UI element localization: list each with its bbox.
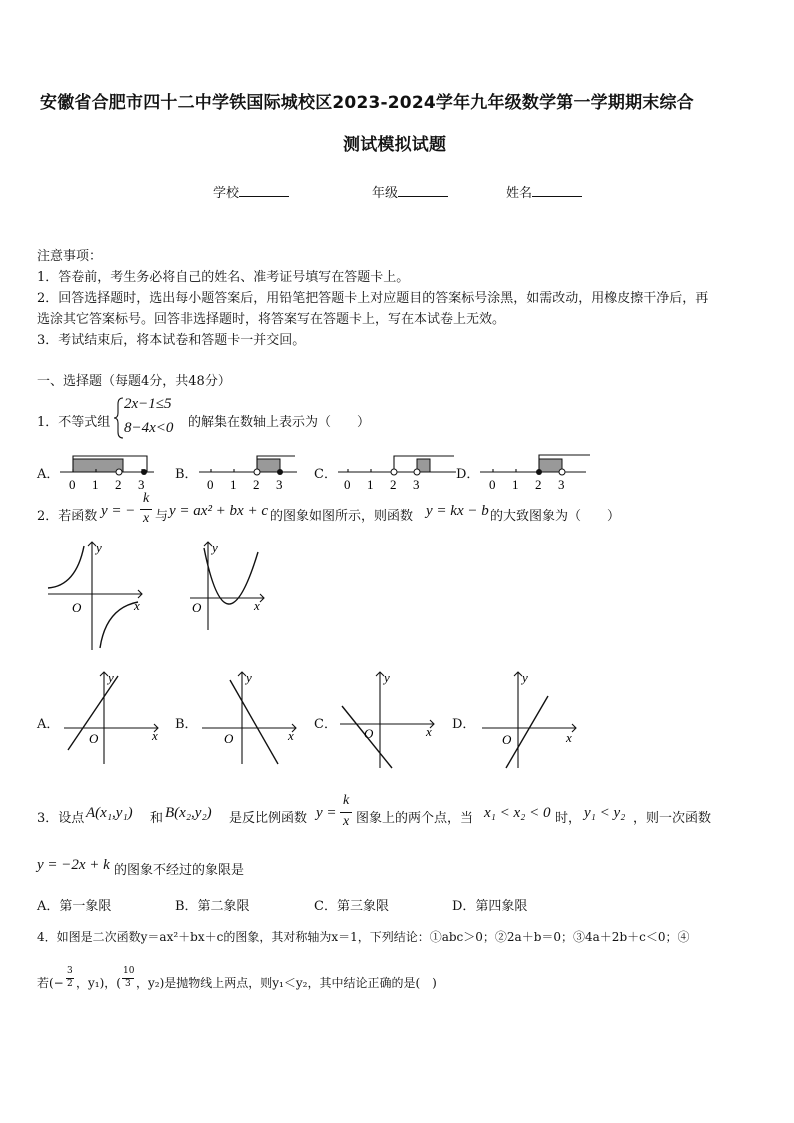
q2-g1-axis-x: x [134, 598, 140, 613]
q1-numberline-c [336, 452, 458, 494]
q2-g1-axis-y: y [96, 540, 102, 555]
q1-d-tick-1: 1 [512, 477, 519, 492]
q2-option-b[interactable]: B． [175, 717, 198, 732]
q1-inequality-1: 2x−1≤5 [124, 396, 172, 412]
q2-hyperbola-graph [44, 538, 148, 654]
q1-b-shade [257, 459, 280, 472]
q1-d-shade [539, 459, 562, 472]
q1-a-tick-0: 0 [69, 477, 76, 492]
q1-b-tick-1: 1 [230, 477, 237, 492]
q2-b-line [230, 680, 278, 764]
grade-blank[interactable] [398, 184, 448, 197]
q3-option-a[interactable]: A．第一象限 [37, 899, 112, 914]
q2-graph-a [60, 668, 164, 768]
q1-a-shade [73, 459, 123, 472]
q2-func-1-lhs: y = − [101, 503, 136, 519]
school-blank[interactable] [239, 184, 289, 197]
q1-option-b[interactable]: B． [175, 467, 198, 482]
q3-mid-3: 时， [555, 811, 582, 826]
q2-mid: 与 [155, 509, 169, 524]
q1-c-tick-3: 3 [413, 477, 420, 492]
q3-func-fraction-bar [340, 812, 352, 813]
q1-inequality-2: 8−4x<0 [124, 420, 174, 436]
q2-mid-2: 的图象如图所示，则函数 [270, 509, 414, 524]
q2-a-axis-x: x [152, 728, 158, 743]
q1-a-tick-1: 1 [92, 477, 99, 492]
q4-line-1: 4．如图是二次函数y＝ax²＋bx＋c的图象，其对称轴为x＝1，下列结论：①abc＞0；②2a＋b＝0；③4a＋2b＋c＜0；④ [37, 930, 690, 944]
q2-func-3: y = kx − b [426, 503, 489, 519]
q1-numberline-d [478, 452, 592, 494]
q2-d-line [506, 696, 548, 768]
q4-frac2-denominator: 3 [125, 979, 131, 989]
q2-suffix: 的大致图象为（ ） [490, 509, 621, 524]
q2-c-axis-x: x [426, 724, 432, 739]
q1-c-tick-1: 1 [367, 477, 374, 492]
q2-func-1-numerator: k [143, 491, 150, 506]
q2-func-1-denominator: x [143, 511, 150, 526]
q2-d-axis-y: y [522, 670, 528, 685]
q3-point-b: B(x₂,y₂) [165, 805, 212, 821]
q3-option-c[interactable]: C．第三象限 [314, 899, 389, 914]
q2-b-axis-x: x [288, 728, 294, 743]
q1-b-tick-0: 0 [207, 477, 214, 492]
q2-d-axis-x: x [566, 730, 572, 745]
q3-and: 和 [150, 811, 164, 826]
name-label: 姓名 [506, 186, 533, 201]
q1-d-tick-2: 2 [535, 477, 542, 492]
title-line-1: 安徽省合肥市四十二中学铁国际城校区2023-2024学年九年级数学第一学期期末综合 [40, 93, 694, 113]
notice-item-3: 3．考试结束后，将本试卷和答题卡一并交回。 [37, 333, 306, 348]
q1-b-tick-2: 2 [253, 477, 260, 492]
q3-line2-suffix: 的图象不经过的象限是 [114, 863, 245, 878]
q1-suffix: 的解集在数轴上表示为（ ） [188, 415, 371, 430]
grade-label: 年级 [372, 186, 399, 201]
title-line-2: 测试模拟试题 [343, 135, 447, 155]
q2-g2-axis-y: y [212, 540, 218, 555]
notice-item-1: 1．答卷前，考生务必将自己的姓名、准考证号填写在答题卡上。 [37, 270, 410, 285]
q2-b-origin: O [224, 731, 234, 746]
q2-option-a[interactable]: A． [37, 717, 60, 732]
q2-func-1-fraction-bar [140, 509, 152, 510]
q1-option-d[interactable]: D． [456, 467, 480, 482]
q2-g2-axis-x: x [254, 598, 260, 613]
q3-condition-2: y₁ < y₂ [584, 805, 626, 821]
q1-option-c[interactable]: C． [314, 467, 337, 482]
q1-d-tick-3: 3 [558, 477, 565, 492]
q3-mid: 是反比例函数 [229, 811, 308, 826]
q2-hyperbola-branch-upper-left [48, 546, 84, 588]
q2-func-2: y = ax² + bx + c [169, 503, 268, 519]
q2-a-origin: O [89, 731, 99, 746]
q4-line-2-prefix: 若(− [37, 976, 64, 990]
school-label: 学校 [213, 186, 240, 201]
school-field [213, 182, 289, 201]
q1-numberline-b [197, 452, 301, 494]
q2-graph-d [478, 668, 582, 772]
q2-prefix: 2．若函数 [37, 509, 98, 524]
q2-graph-b [198, 668, 302, 768]
notice-item-2b: 选涂其它答案标号。回答非选择题时，将答案写在答题卡上，写在本试卷上无效。 [37, 312, 506, 327]
q3-point-a: A(x₁,y₁) [86, 805, 133, 821]
q1-prefix: 1．不等式组 [37, 415, 111, 430]
q1-numberline-a [58, 452, 158, 494]
q3-prefix: 3．设点 [37, 811, 85, 826]
name-field [506, 182, 582, 201]
q3-func-lhs: y = [316, 805, 337, 821]
q3-linear-func: y = −2x + k [37, 857, 110, 873]
q1-c-tick-2: 2 [390, 477, 397, 492]
q2-graph-c [336, 668, 440, 772]
grade-field [372, 182, 448, 201]
q2-b-axis-y: y [246, 670, 252, 685]
q3-option-b[interactable]: B．第二象限 [175, 899, 250, 914]
q1-a-tick-3: 3 [138, 477, 145, 492]
q2-d-origin: O [502, 732, 512, 747]
q2-g1-origin: O [72, 600, 82, 615]
q2-g2-origin: O [192, 600, 202, 615]
q2-parabola-curve [204, 548, 258, 604]
q2-option-c[interactable]: C． [314, 717, 337, 732]
q1-a-tick-2: 2 [115, 477, 122, 492]
q4-frac1-numerator: 3 [67, 966, 73, 976]
section-heading: 一、选择题（每题4分，共48分） [37, 374, 231, 389]
q4-line-2-suffix: ，y₂)是抛物线上两点，则y₁＜y₂，其中结论正确的是( ) [136, 976, 437, 990]
q1-b-tick-3: 3 [276, 477, 283, 492]
q3-func-numerator: k [343, 793, 350, 808]
name-blank[interactable] [532, 184, 582, 197]
q2-option-d[interactable]: D． [452, 717, 476, 732]
q3-func-denominator: x [343, 814, 350, 829]
q2-a-axis-y: y [108, 670, 114, 685]
q3-suffix: ，则一次函数 [633, 811, 712, 826]
q3-option-d[interactable]: D．第四象限 [452, 899, 528, 914]
q3-condition-1: x₁ < x₂ < 0 [484, 805, 551, 821]
q1-option-a[interactable]: A． [37, 467, 60, 482]
q1-d-tick-0: 0 [489, 477, 496, 492]
q2-parabola-graph [186, 538, 270, 634]
q4-frac2-numerator: 10 [123, 966, 135, 976]
notice-heading: 注意事项： [37, 249, 103, 264]
q2-c-origin: O [364, 726, 374, 741]
q1-c-tick-0: 0 [344, 477, 351, 492]
q2-c-axis-y: y [384, 670, 390, 685]
notice-item-2a: 2．回答选择题时，选出每小题答案后，用铅笔把答题卡上对应题目的答案标号涂黑，如需改动，用橡皮擦干净后，再 [37, 291, 709, 306]
q4-frac1-denominator: 2 [67, 979, 73, 989]
q2-hyperbola-branch-lower-right [100, 602, 138, 648]
q3-mid-2: 图象上的两个点，当 [356, 811, 474, 826]
q4-line-2-mid: ，y₁)，( [76, 976, 121, 990]
